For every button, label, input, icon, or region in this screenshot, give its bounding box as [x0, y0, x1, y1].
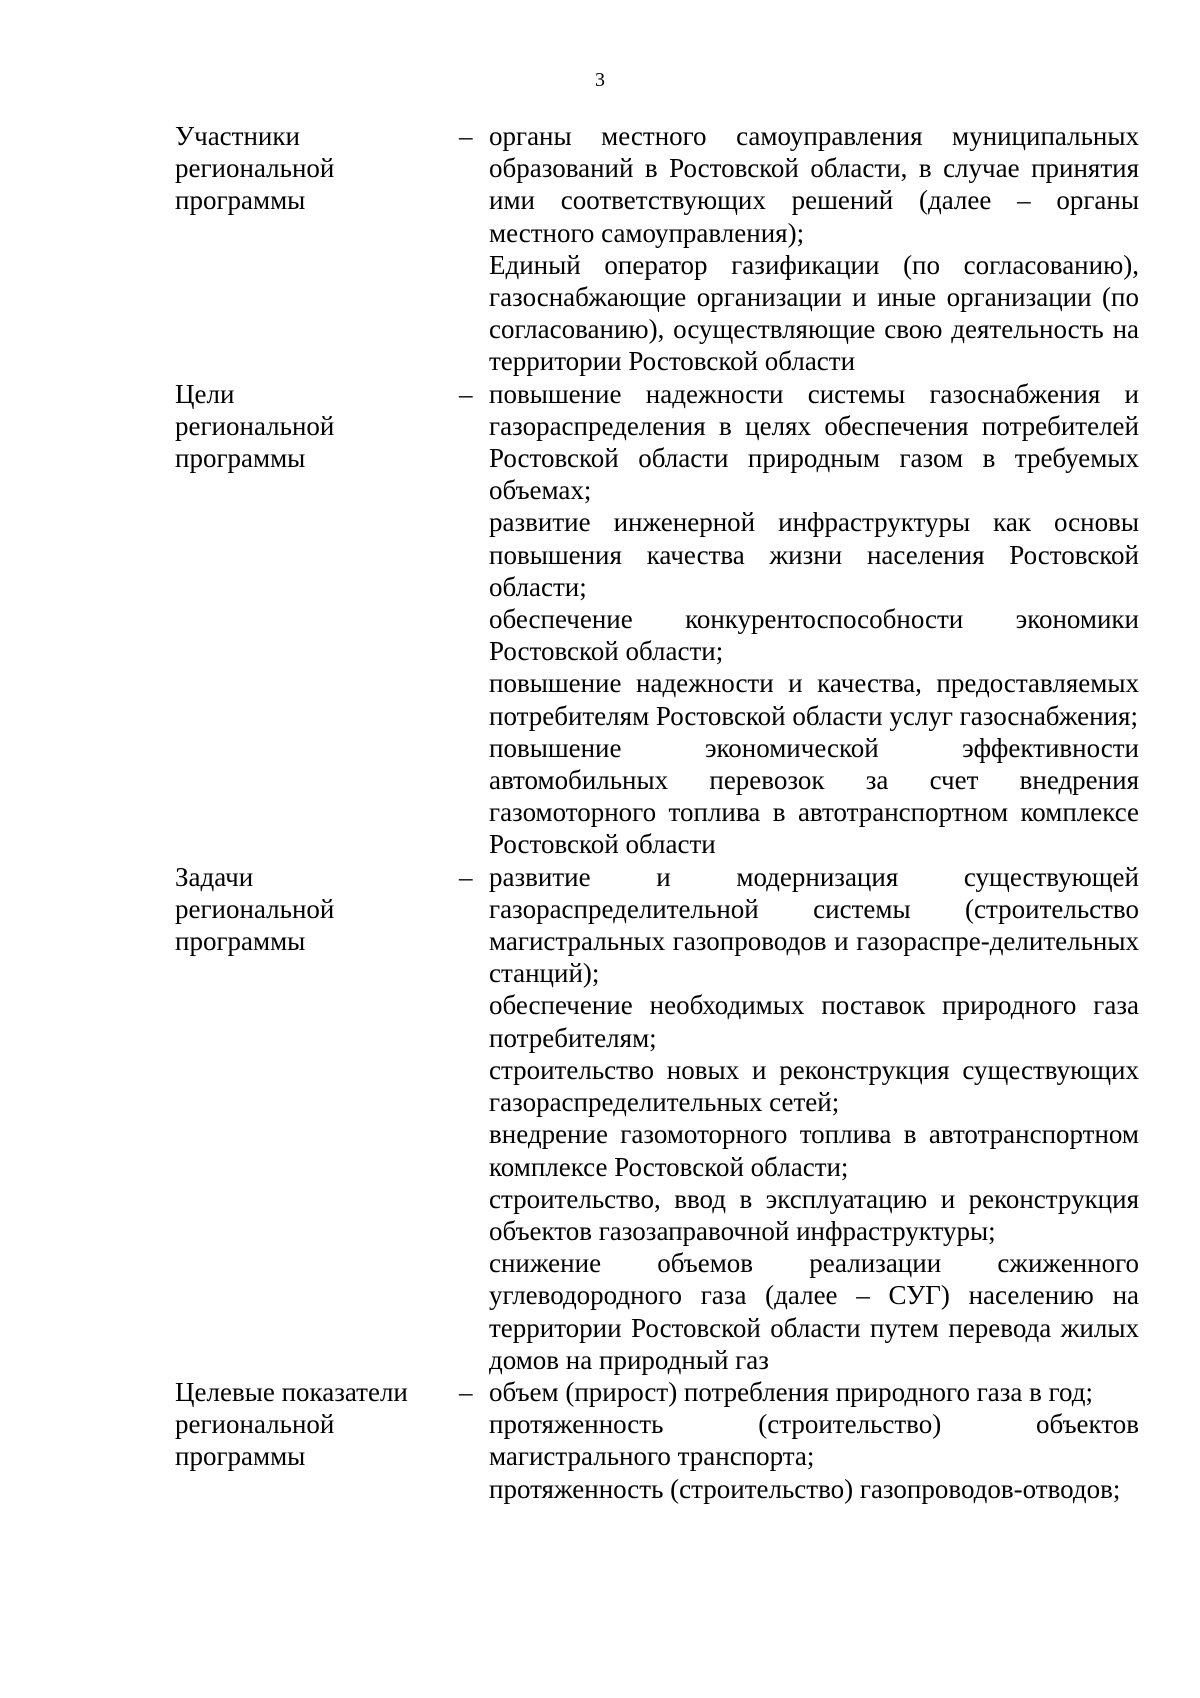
paragraph: повышение надежности системы газоснабжения и газораспределения в целях обеспечения потребителей Ростовской области природным газом в требуемых объемах;	[489, 378, 1139, 506]
section-participants	[175, 120, 1143, 378]
section-label	[175, 861, 459, 958]
paragraph: протяженность (строительство) газопроводов-отводов;	[489, 1473, 1121, 1504]
section-tasks	[175, 861, 1143, 1376]
section-content	[489, 378, 1139, 861]
paragraph: повышение надежности и качества, предоставляемых потребителям Ростовской области услуг газоснабжения;	[489, 668, 1139, 731]
section-dash: –	[459, 1376, 473, 1407]
label-line: программы	[175, 185, 306, 216]
section-content	[489, 120, 1139, 378]
label-line: Цели	[175, 378, 235, 409]
paragraph: обеспечение необходимых поставок природного газа потребителям;	[489, 990, 1139, 1053]
paragraph: органы местного самоуправления муниципальных образований в Ростовской области, в случае принятия ими соответствующих решений (далее – органы местного самоуправления);	[489, 121, 1139, 248]
section-label	[175, 1376, 459, 1473]
paragraph: протяженность (строительство) объектов магистрального транспорта;	[489, 1409, 1139, 1472]
section-goals	[175, 378, 1143, 861]
section-target-indicators	[175, 1376, 1143, 1505]
paragraph: внедрение газомоторного топлива в автотранспортном комплексе Ростовской области;	[489, 1119, 1139, 1182]
label-line: региональной	[175, 1409, 335, 1440]
label-line: региональной	[175, 153, 335, 184]
paragraph: повышение экономической эффективности автомобильных перевозок за счет внедрения газомоторного топлива в автотранспортном комплексе Ростовской области	[489, 732, 1139, 860]
paragraph: строительство, ввод в эксплуатацию и реконструкция объектов газозаправочной инфраструктуры;	[489, 1183, 1139, 1246]
paragraph: обеспечение конкурентоспособности экономики Ростовской области;	[489, 604, 1139, 667]
section-dash: –	[459, 378, 473, 409]
label-line: региональной	[175, 410, 335, 441]
section-label	[175, 120, 459, 217]
section-content	[489, 1376, 1139, 1505]
label-line: Задачи	[175, 861, 254, 892]
label-line: программы	[175, 443, 306, 474]
paragraph: развитие и модернизация существующей газораспределительной системы (строительство магистральных газопроводов и газораспре-делительных станций);	[489, 861, 1139, 989]
label-line: региональной	[175, 893, 335, 924]
page-number: 3	[595, 69, 605, 91]
paragraph: Единый оператор газификации (по согласованию), газоснабжающие организации и иные организации (по согласованию), осуществляющие свою деятельность на территории Ростовской области	[489, 249, 1139, 377]
paragraph: снижение объемов реализации сжиженного углеводородного газа (далее – СУГ) населению на территории Ростовской области путем перевода жилых домов на природный газ	[489, 1248, 1139, 1375]
paragraph: развитие инженерной инфраструктуры как основы повышения качества жизни населения Ростовской области;	[489, 507, 1139, 602]
section-label	[175, 378, 459, 475]
label-line: Участники	[175, 121, 300, 151]
section-dash: –	[459, 121, 473, 151]
section-dash: –	[459, 861, 473, 892]
label-line: программы	[175, 1441, 306, 1472]
paragraph: объем (прирост) потребления природного газа в год;	[489, 1376, 1094, 1407]
label-line: программы	[175, 926, 306, 957]
program-passport	[175, 120, 1143, 1505]
paragraph: строительство новых и реконструкция существующих газораспределительных сетей;	[489, 1054, 1139, 1118]
label-line: Целевые показатели	[175, 1376, 408, 1407]
section-content	[489, 861, 1139, 1376]
